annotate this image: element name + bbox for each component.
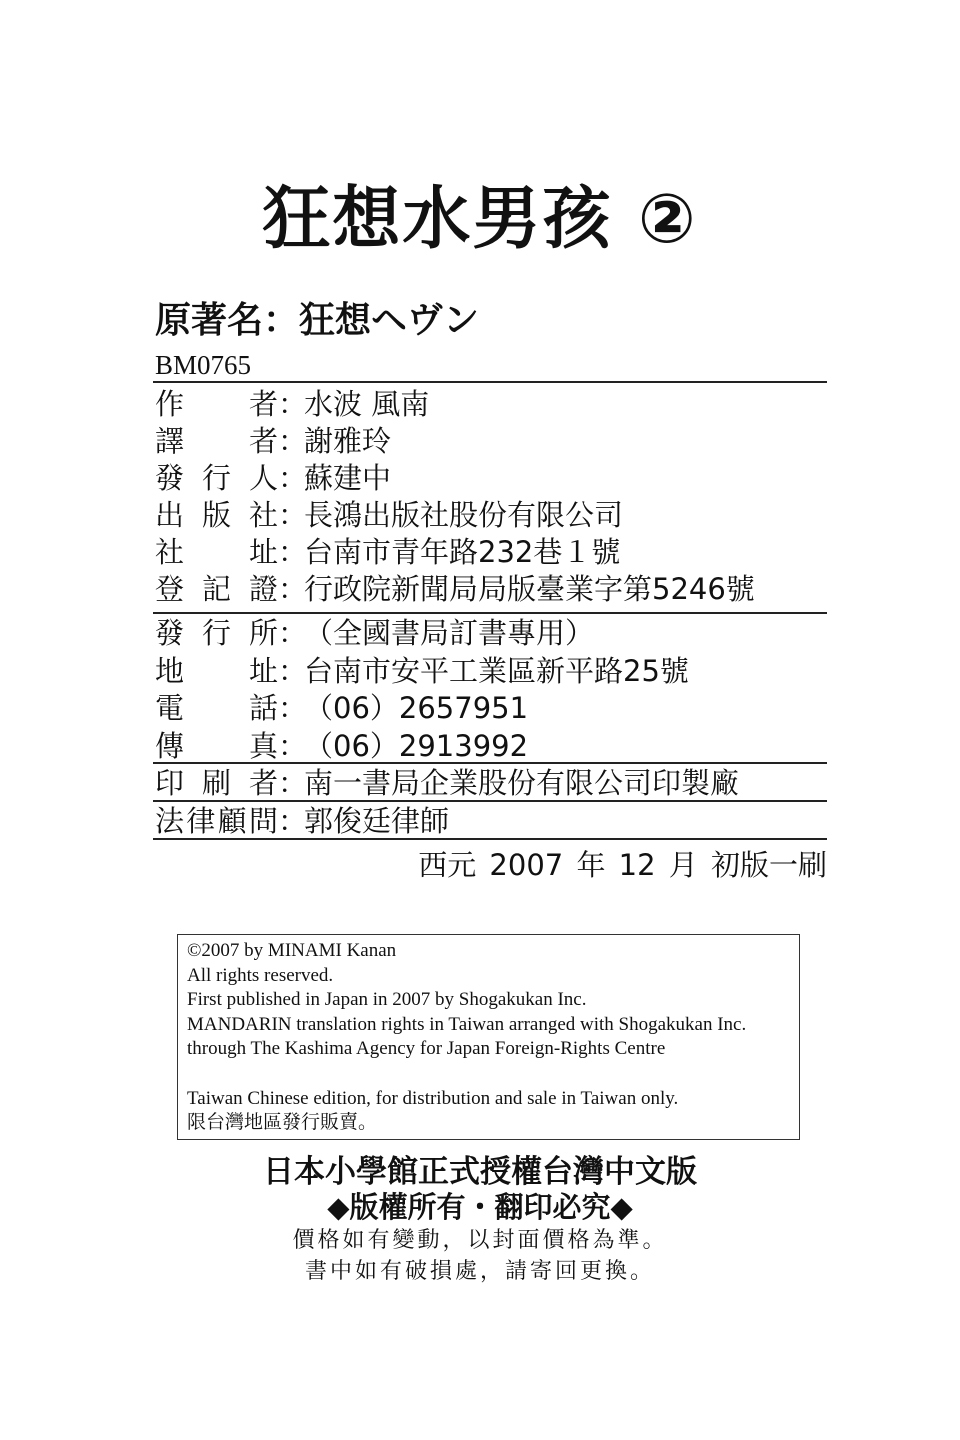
credit-row (155, 803, 449, 839)
copyright-line: MANDARIN translation rights in Taiwan arranged with Shogakukan Inc. (187, 1013, 747, 1035)
credit-colon: ： (278, 728, 308, 763)
credit-colon: ： (278, 804, 308, 838)
credit-row (155, 386, 429, 422)
credit-colon: ： (278, 653, 308, 688)
credit-colon: ： (278, 535, 308, 569)
credit-row (155, 765, 739, 801)
credit-row (155, 615, 594, 651)
credit-label: 登 記 證 (155, 572, 278, 606)
credit-colon: ： (278, 424, 308, 458)
credit-value: 謝雅玲 (304, 424, 392, 458)
price-note: 價格如有變動，以封面價格為準。 (292, 1228, 668, 1253)
copyright-line: ©2007 by MINAMI Kanan (187, 940, 397, 961)
credit-colon: ： (278, 387, 308, 421)
credit-label: 法 律 顧 問 (155, 804, 278, 838)
credit-value: 南一書局企業股份有限公司印製廠 (304, 766, 740, 800)
credit-label: 作 者 (155, 387, 278, 421)
credit-value: 水波 風南 (304, 387, 430, 421)
credit-label: 印 刷 者 (155, 766, 278, 800)
divider-3 (153, 762, 827, 764)
credit-value: 長鴻出版社股份有限公司 (304, 498, 624, 532)
copyright-box (177, 934, 800, 1140)
divider-1 (153, 381, 827, 383)
edition-info: 西元 2007 年 12 月 初版一刷 (418, 848, 827, 882)
credit-row (155, 534, 620, 570)
damage-note: 書中如有破損處，請寄回更換。 (304, 1259, 655, 1284)
credit-row (155, 653, 689, 689)
divider-4 (153, 800, 827, 802)
credit-label: 出 版 社 (155, 498, 278, 532)
credit-row (155, 460, 391, 496)
credit-row (155, 497, 623, 533)
credit-label: 電 話 (155, 691, 278, 725)
copyright-line: First published in Japan in 2007 by Shogakukan Inc. (187, 989, 587, 1011)
copyright-line: All rights reserved. (187, 964, 334, 986)
divider-2 (153, 612, 827, 614)
credit-row (155, 728, 528, 764)
book-title: 狂想水男孩 ② (262, 180, 698, 259)
credit-value: （06）2913992 (304, 728, 529, 763)
copyright-line: through The Kashima Agency for Japan Foreign-Rights Centre (187, 1038, 666, 1060)
credit-label: 譯 者 (155, 424, 278, 458)
credit-colon: ： (278, 766, 308, 800)
credit-value: 蘇建中 (304, 461, 392, 495)
distribution-line: Taiwan Chinese edition, for distribution and sale in Taiwan only. (187, 1087, 679, 1109)
credit-value: （06）2657951 (304, 691, 529, 725)
credit-colon: ： (278, 461, 308, 495)
credit-label: 發 行 人 (155, 461, 278, 495)
credit-row (155, 571, 755, 607)
credit-label: 地 址 (155, 653, 278, 688)
credit-colon: ： (278, 691, 308, 725)
credit-label: 傳 真 (155, 728, 278, 763)
distribution-line: 限台灣地區發行販賣。 (187, 1112, 378, 1134)
credit-value: 行政院新聞局局版臺業字第5246號 (304, 572, 755, 606)
credit-value: 台南市安平工業區新平路25號 (304, 653, 689, 688)
credit-colon: ： (278, 616, 308, 650)
credit-colon: ： (278, 498, 308, 532)
credit-row (155, 423, 391, 459)
credit-row (155, 690, 528, 726)
credit-value: 郭俊廷律師 (304, 804, 450, 838)
divider-5 (153, 838, 827, 840)
credit-value: 台南市青年路232巷１號 (304, 535, 621, 569)
credit-colon: ： (278, 572, 308, 606)
credit-label: 發 行 所 (155, 616, 278, 650)
rights-reserved: ◆版權所有・翻印必究◆ (327, 1190, 633, 1224)
original-title: 原著名：狂想ヘヴン (155, 300, 480, 341)
catalog-code: BM0765 (155, 350, 252, 380)
credit-label: 社 址 (155, 535, 278, 569)
authorization-notice: 日本小學館正式授權台灣中文版 (263, 1154, 697, 1190)
credit-value: （全國書局訂書專用） (304, 616, 595, 650)
